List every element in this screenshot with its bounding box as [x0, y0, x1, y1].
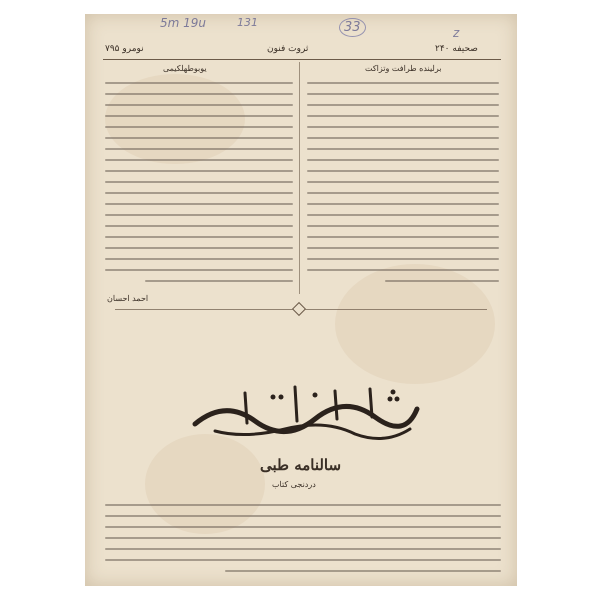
- column-divider: [299, 62, 300, 294]
- divider-ornament: [292, 302, 306, 316]
- handwritten-note-left: 5m 19u: [160, 16, 207, 30]
- calligraphy-title-banner: [185, 379, 425, 449]
- author-signature: احمد احسان: [107, 294, 149, 303]
- handwritten-note-center: 131: [237, 16, 258, 29]
- issue-number: نومرو ۷۹۵: [105, 44, 144, 54]
- handwritten-circled-number: 33: [339, 18, 366, 37]
- page-number: صحیفه ۲۴۰: [435, 44, 478, 54]
- left-column-heading: یوبوطهلکیمی: [163, 64, 207, 73]
- handwritten-corner-mark: z: [453, 26, 460, 40]
- newspaper-page: [85, 14, 517, 586]
- journal-title: ثروت فنون: [267, 44, 309, 54]
- right-column-heading: برلینده طرافت وتزاکت: [365, 64, 442, 73]
- header-rule: [103, 59, 501, 60]
- feature-subtitle: سالنامه طبی: [260, 456, 342, 474]
- feature-edition: دردنجی کتاب: [272, 480, 316, 489]
